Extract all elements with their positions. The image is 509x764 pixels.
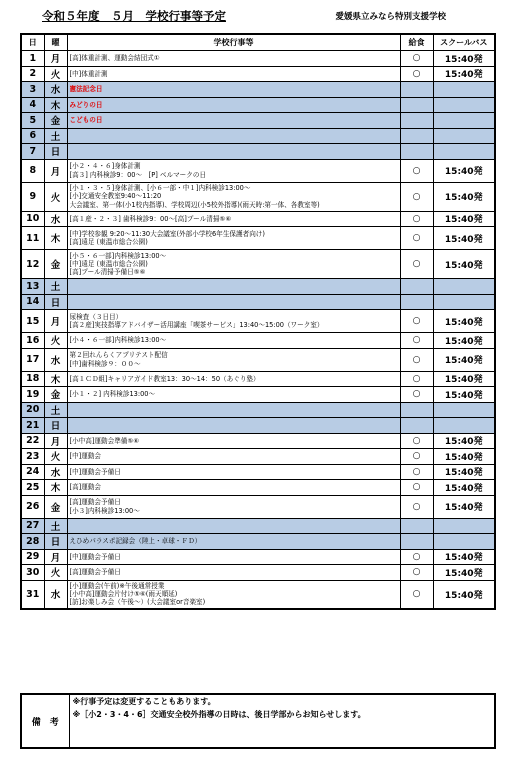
page-header — [20, 8, 494, 24]
lunch-cell: ○ — [400, 387, 433, 403]
weekday-cell: 火 — [44, 333, 67, 349]
weekday-cell: 水 — [44, 464, 67, 480]
lunch-cell: ○ — [400, 549, 433, 565]
schedule-row — [21, 279, 495, 295]
bus-cell: 15:40発 — [433, 464, 495, 480]
bus-cell — [433, 279, 495, 295]
school-name: 愛媛県立みなら特別支援学校 — [335, 12, 446, 22]
lunch-cell — [400, 402, 433, 418]
bus-cell — [433, 294, 495, 310]
day-cell: 29 — [21, 549, 44, 565]
bus-cell — [433, 518, 495, 534]
event-line: [小５・６一部]内科検診13:00～ — [69, 251, 167, 260]
events-cell — [67, 333, 400, 349]
day-cell: 12 — [21, 250, 44, 279]
events-cell — [67, 348, 400, 371]
holiday-label: こどもの日 — [69, 116, 103, 125]
bus-cell — [433, 144, 495, 160]
weekday-cell: 土 — [44, 128, 67, 144]
bus-cell: 15:40発 — [433, 580, 495, 609]
events-cell — [67, 279, 400, 295]
bus-cell: 15:40発 — [433, 480, 495, 496]
notes-label: 備 考 — [21, 694, 69, 748]
lunch-cell — [400, 518, 433, 534]
bus-cell: 15:40発 — [433, 495, 495, 518]
events-cell — [67, 211, 400, 227]
bus-cell: 15:40発 — [433, 449, 495, 465]
day-cell: 20 — [21, 402, 44, 418]
lunch-cell — [400, 113, 433, 129]
events-cell — [67, 534, 400, 550]
bus-cell — [433, 128, 495, 144]
day-cell: 6 — [21, 128, 44, 144]
page-title: 令和５年度 ５月 学校行事等予定 — [42, 9, 226, 23]
events-cell — [67, 480, 400, 496]
bus-cell: 15:40発 — [433, 348, 495, 371]
event-line: [高]運動会予備日 — [69, 498, 121, 507]
event-line: [小３]内科検診13:00～ — [69, 506, 140, 515]
lunch-cell: ○ — [400, 371, 433, 387]
lunch-cell: ○ — [400, 464, 433, 480]
day-cell: 13 — [21, 279, 44, 295]
holiday-label: みどりの日 — [69, 100, 103, 109]
schedule-row — [21, 333, 495, 349]
schedule-row — [21, 128, 495, 144]
events-cell — [67, 97, 400, 113]
weekday-cell: 水 — [44, 211, 67, 227]
schedule-row — [21, 518, 495, 534]
event-line: [中]学校参観 9:20～11:30大会議室(外部小学校6年生保護者向け) — [69, 229, 265, 238]
schedule-row — [21, 211, 495, 227]
bus-cell — [433, 82, 495, 98]
lunch-cell: ○ — [400, 580, 433, 609]
day-cell: 9 — [21, 182, 44, 211]
col-header-day: 日 — [21, 34, 44, 51]
bus-cell: 15:40発 — [433, 387, 495, 403]
schedule-row — [21, 565, 495, 581]
events-cell — [67, 113, 400, 129]
events-cell — [67, 418, 400, 434]
event-line: [高３] 内科検診9：00～ [P] ベルマークの日 — [69, 170, 207, 179]
lunch-cell: ○ — [400, 565, 433, 581]
event-line: [中]体重計測 — [69, 69, 108, 78]
day-cell: 1 — [21, 51, 44, 67]
day-cell: 16 — [21, 333, 44, 349]
weekday-cell: 月 — [44, 51, 67, 67]
event-line: [高]運動会予備日 — [69, 568, 121, 577]
day-cell: 30 — [21, 565, 44, 581]
weekday-cell: 日 — [44, 418, 67, 434]
lunch-cell: ○ — [400, 310, 433, 333]
event-line: 尿検査（３日目） — [69, 312, 123, 321]
lunch-cell — [400, 418, 433, 434]
weekday-cell: 水 — [44, 348, 67, 371]
bus-cell: 15:40発 — [433, 433, 495, 449]
lunch-cell: ○ — [400, 495, 433, 518]
schedule-row — [21, 464, 495, 480]
lunch-cell: ○ — [400, 51, 433, 67]
events-cell — [67, 449, 400, 465]
col-header-lunch: 給食 — [400, 34, 433, 51]
event-line: [小１・３・５]身体計測、[小６一部・中１]内科検診13:00～ — [69, 184, 251, 193]
events-cell — [67, 518, 400, 534]
col-header-bus: スクールバス — [433, 34, 495, 51]
event-line: [高]遠足 (東温市総合公園) — [69, 238, 148, 246]
bus-cell: 15:40発 — [433, 250, 495, 279]
lunch-cell: ○ — [400, 227, 433, 250]
day-cell: 23 — [21, 449, 44, 465]
day-cell: 10 — [21, 211, 44, 227]
weekday-cell: 火 — [44, 182, 67, 211]
weekday-cell: 土 — [44, 279, 67, 295]
weekday-cell: 金 — [44, 113, 67, 129]
event-line: [中]遠足 (東温市総合公園) — [69, 259, 148, 268]
weekday-cell: 水 — [44, 580, 67, 609]
note-line: ※行事予定は変更することもあります。 — [72, 697, 216, 706]
schedule-row — [21, 387, 495, 403]
events-cell — [67, 182, 400, 211]
bus-cell — [433, 113, 495, 129]
events-cell — [67, 495, 400, 518]
day-cell: 31 — [21, 580, 44, 609]
note-line: ※［小2・3・4・6］交通安全校外指導の日時は、後日学部からお知らせします。 — [72, 710, 366, 719]
col-header-dow: 曜 — [44, 34, 67, 51]
weekday-cell: 月 — [44, 549, 67, 565]
weekday-cell: 木 — [44, 227, 67, 250]
day-cell: 19 — [21, 387, 44, 403]
events-cell — [67, 159, 400, 182]
event-line: [小１・２] 内科検診13:00～ — [69, 390, 156, 399]
event-line: [訪]お楽しみ会（午後～）(大会議室or音楽室) — [69, 598, 206, 607]
lunch-cell: ○ — [400, 433, 433, 449]
events-cell — [67, 227, 400, 250]
day-cell: 18 — [21, 371, 44, 387]
bus-cell: 15:40発 — [433, 333, 495, 349]
bus-cell: 15:40発 — [433, 159, 495, 182]
events-cell — [67, 250, 400, 279]
schedule-row — [21, 144, 495, 160]
weekday-cell: 金 — [44, 387, 67, 403]
weekday-cell: 日 — [44, 144, 67, 160]
day-cell: 22 — [21, 433, 44, 449]
lunch-cell: ○ — [400, 159, 433, 182]
events-cell — [67, 128, 400, 144]
weekday-cell: 木 — [44, 371, 67, 387]
event-line: えひめパラスポ記録会（陸上・卓球・ＦＤ） — [69, 537, 202, 546]
day-cell: 17 — [21, 348, 44, 371]
notes-body — [69, 694, 495, 748]
lunch-cell — [400, 279, 433, 295]
weekday-cell: 火 — [44, 449, 67, 465]
schedule-row — [21, 310, 495, 333]
schedule-row — [21, 250, 495, 279]
day-cell: 25 — [21, 480, 44, 496]
bus-cell: 15:40発 — [433, 565, 495, 581]
bus-cell: 15:40発 — [433, 211, 495, 227]
schedule-row — [21, 182, 495, 211]
event-line: [中]運動会 — [69, 452, 102, 461]
event-line: [高１ＣＤ組]キャリアガイド教室13：30～14：50（あぐり塾） — [69, 374, 260, 383]
schedule-row — [21, 66, 495, 82]
events-cell — [67, 82, 400, 98]
weekday-cell: 土 — [44, 518, 67, 534]
header-row — [21, 34, 495, 51]
bus-cell: 15:40発 — [433, 371, 495, 387]
events-cell — [67, 294, 400, 310]
schedule-row — [21, 82, 495, 98]
weekday-cell: 木 — [44, 480, 67, 496]
day-cell: 4 — [21, 97, 44, 113]
day-cell: 24 — [21, 464, 44, 480]
lunch-cell: ○ — [400, 480, 433, 496]
event-line: [高]プール清掃予備日⑤⑥ — [69, 268, 146, 277]
day-cell: 3 — [21, 82, 44, 98]
schedule-row — [21, 580, 495, 609]
schedule-row — [21, 348, 495, 371]
events-cell — [67, 144, 400, 160]
event-line: [高２産]実技指導アドバイザー活用講座「喫茶サービス」13:40～15:00（ワーク室） — [69, 321, 324, 329]
event-line: [中]歯科検診９：００～ — [69, 359, 141, 368]
schedule-row — [21, 402, 495, 418]
lunch-cell — [400, 82, 433, 98]
weekday-cell: 水 — [44, 82, 67, 98]
schedule-row — [21, 227, 495, 250]
lunch-cell: ○ — [400, 250, 433, 279]
day-cell: 28 — [21, 534, 44, 550]
bus-cell: 15:40発 — [433, 66, 495, 82]
weekday-cell: 日 — [44, 294, 67, 310]
bus-cell: 15:40発 — [433, 227, 495, 250]
notes-table — [20, 693, 496, 749]
day-cell: 5 — [21, 113, 44, 129]
weekday-cell: 月 — [44, 433, 67, 449]
bus-cell — [433, 97, 495, 113]
event-line: [中]運動会予備日 — [69, 552, 121, 561]
event-line: [小中高]運動会片付け⑤⑥(雨天順延) — [69, 590, 178, 599]
schedule-row — [21, 97, 495, 113]
holiday-label: 憲法記念日 — [69, 85, 103, 94]
events-cell — [67, 310, 400, 333]
weekday-cell: 木 — [44, 97, 67, 113]
events-cell — [67, 433, 400, 449]
event-line: [高１産・２・３] 歯科検診9：00～[高]プール清掃⑤⑥ — [69, 214, 232, 223]
day-cell: 11 — [21, 227, 44, 250]
bus-cell — [433, 534, 495, 550]
event-line: [小]交通安全教室9:40～11:20 — [69, 192, 162, 201]
day-cell: 26 — [21, 495, 44, 518]
events-cell — [67, 402, 400, 418]
lunch-cell: ○ — [400, 333, 433, 349]
event-line: [小２・４・６]身体計測 — [69, 162, 141, 171]
day-cell: 7 — [21, 144, 44, 160]
lunch-cell: ○ — [400, 348, 433, 371]
schedule-row — [21, 449, 495, 465]
lunch-cell: ○ — [400, 449, 433, 465]
schedule-row — [21, 113, 495, 129]
bus-cell: 15:40発 — [433, 51, 495, 67]
event-line: [小中高]運動会準備⑤⑥ — [69, 436, 140, 445]
event-line: [高]運動会 — [69, 483, 102, 492]
schedule-row — [21, 534, 495, 550]
lunch-cell: ○ — [400, 182, 433, 211]
weekday-cell: 土 — [44, 402, 67, 418]
lunch-cell — [400, 294, 433, 310]
event-line: [小]運動会(午前)※午後通常授業 — [69, 581, 165, 590]
events-cell — [67, 565, 400, 581]
day-cell: 8 — [21, 159, 44, 182]
events-cell — [67, 66, 400, 82]
schedule-row — [21, 418, 495, 434]
weekday-cell: 火 — [44, 565, 67, 581]
event-line: [高]体重計測、運動会結団式① — [69, 54, 160, 63]
schedule-row — [21, 159, 495, 182]
event-line: 第２回れんらくアプリテスト配信 — [69, 351, 168, 360]
weekday-cell: 金 — [44, 250, 67, 279]
events-cell — [67, 371, 400, 387]
event-line: [中]運動会予備日 — [69, 467, 121, 476]
weekday-cell: 金 — [44, 495, 67, 518]
bus-cell: 15:40発 — [433, 310, 495, 333]
bus-cell — [433, 402, 495, 418]
weekday-cell: 日 — [44, 534, 67, 550]
events-cell — [67, 387, 400, 403]
weekday-cell: 月 — [44, 310, 67, 333]
lunch-cell — [400, 144, 433, 160]
lunch-cell: ○ — [400, 211, 433, 227]
weekday-cell: 火 — [44, 66, 67, 82]
events-cell — [67, 580, 400, 609]
schedule-row — [21, 294, 495, 310]
schedule-row — [21, 51, 495, 67]
lunch-cell — [400, 534, 433, 550]
day-cell: 27 — [21, 518, 44, 534]
bus-cell: 15:40発 — [433, 549, 495, 565]
day-cell: 15 — [21, 310, 44, 333]
lunch-cell: ○ — [400, 66, 433, 82]
schedule-row — [21, 495, 495, 518]
schedule-row — [21, 549, 495, 565]
weekday-cell: 月 — [44, 159, 67, 182]
events-cell — [67, 51, 400, 67]
schedule-row — [21, 480, 495, 496]
bus-cell — [433, 418, 495, 434]
schedule-row — [21, 433, 495, 449]
events-cell — [67, 464, 400, 480]
schedule-table — [20, 33, 496, 610]
bus-cell: 15:40発 — [433, 182, 495, 211]
events-cell — [67, 549, 400, 565]
lunch-cell — [400, 128, 433, 144]
col-header-events: 学校行事等 — [67, 34, 400, 51]
day-cell: 21 — [21, 418, 44, 434]
lunch-cell — [400, 97, 433, 113]
day-cell: 14 — [21, 294, 44, 310]
event-line: [小４・６一部]内科検診13:00～ — [69, 336, 167, 345]
event-line: 大会議室、第一体(小1校内指導)、学校周辺(小5校外指導)(雨天時:第一体、各教室等) — [69, 200, 320, 209]
schedule-row — [21, 371, 495, 387]
day-cell: 2 — [21, 66, 44, 82]
